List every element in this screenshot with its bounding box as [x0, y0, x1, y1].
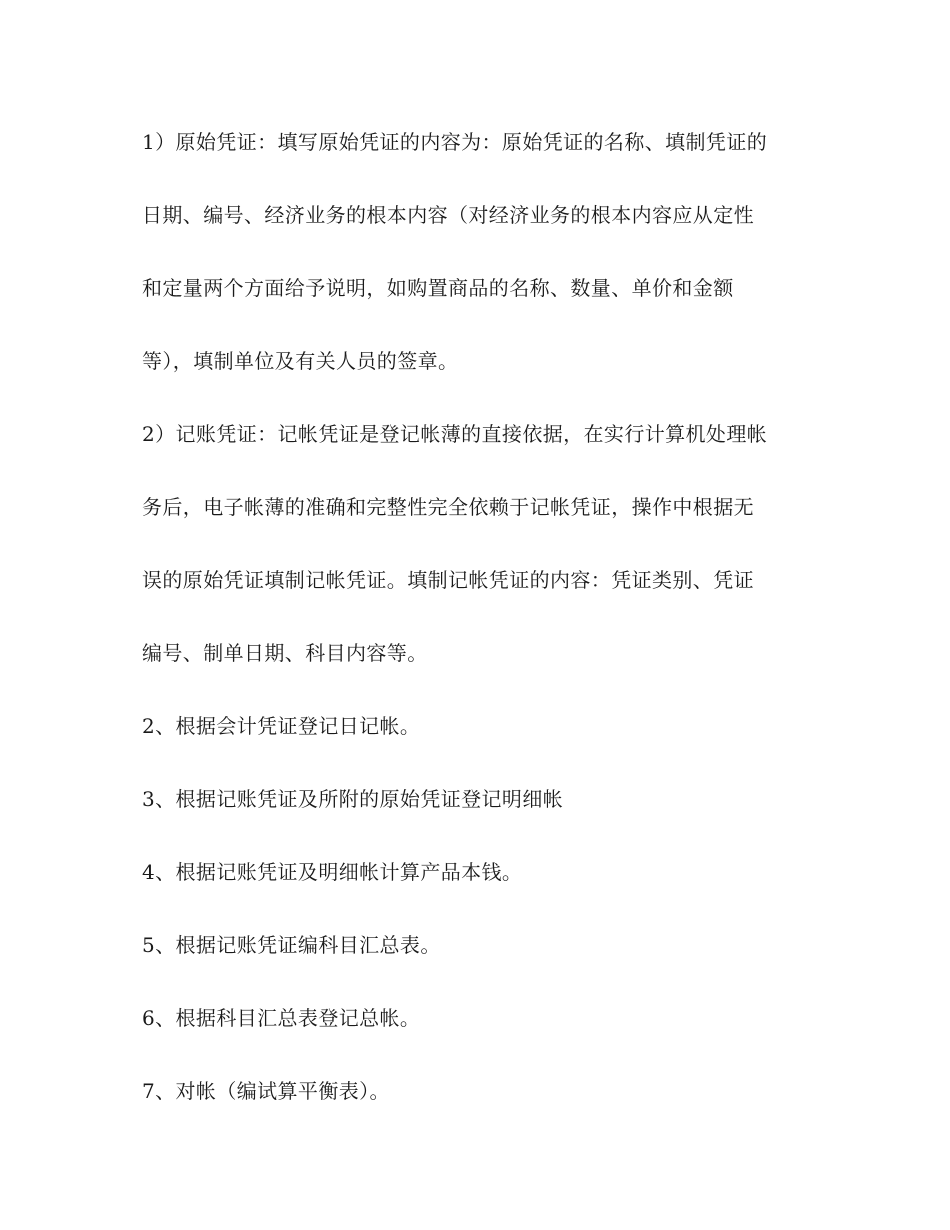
- paragraph-accounting-voucher-line-1: 2）记账凭证：记帐凭证是登记帐薄的直接依据，在实行计算机处理帐: [142, 422, 768, 446]
- step-reconciliation: 7、对帐（编试算平衡表）。: [142, 1079, 390, 1103]
- step-journal: 2、根据会计凭证登记日记帐。: [142, 714, 421, 738]
- paragraph-original-voucher-line-1: 1）原始凭证：填写原始凭证的内容为：原始凭证的名称、填制凭证的: [142, 130, 768, 154]
- paragraph-accounting-voucher-line-2: 务后，电子帐薄的准确和完整性完全依赖于记帐凭证，操作中根据无: [142, 495, 754, 519]
- step-product-cost: 4、根据记账凭证及明细帐计算产品本钱。: [142, 860, 523, 884]
- paragraph-original-voucher-line-4: 等），填制单位及有关人员的签章。: [142, 349, 459, 373]
- paragraph-accounting-voucher-line-3: 误的原始凭证填制记帐凭证。填制记帐凭证的内容：凭证类别、凭证: [142, 568, 754, 592]
- paragraph-accounting-voucher-line-4: 编号、制单日期、科目内容等。: [142, 641, 428, 665]
- step-general-ledger: 6、根据科目汇总表登记总帐。: [142, 1006, 421, 1030]
- paragraph-original-voucher-line-2: 日期、编号、经济业务的根本内容（对经济业务的根本内容应从定性: [142, 203, 754, 227]
- step-detail-ledger: 3、根据记账凭证及所附的原始凭证登记明细帐: [142, 787, 564, 811]
- paragraph-original-voucher-line-3: 和定量两个方面给予说明，如购置商品的名称、数量、单价和金额: [142, 276, 734, 300]
- step-account-summary: 5、根据记账凭证编科目汇总表。: [142, 933, 441, 957]
